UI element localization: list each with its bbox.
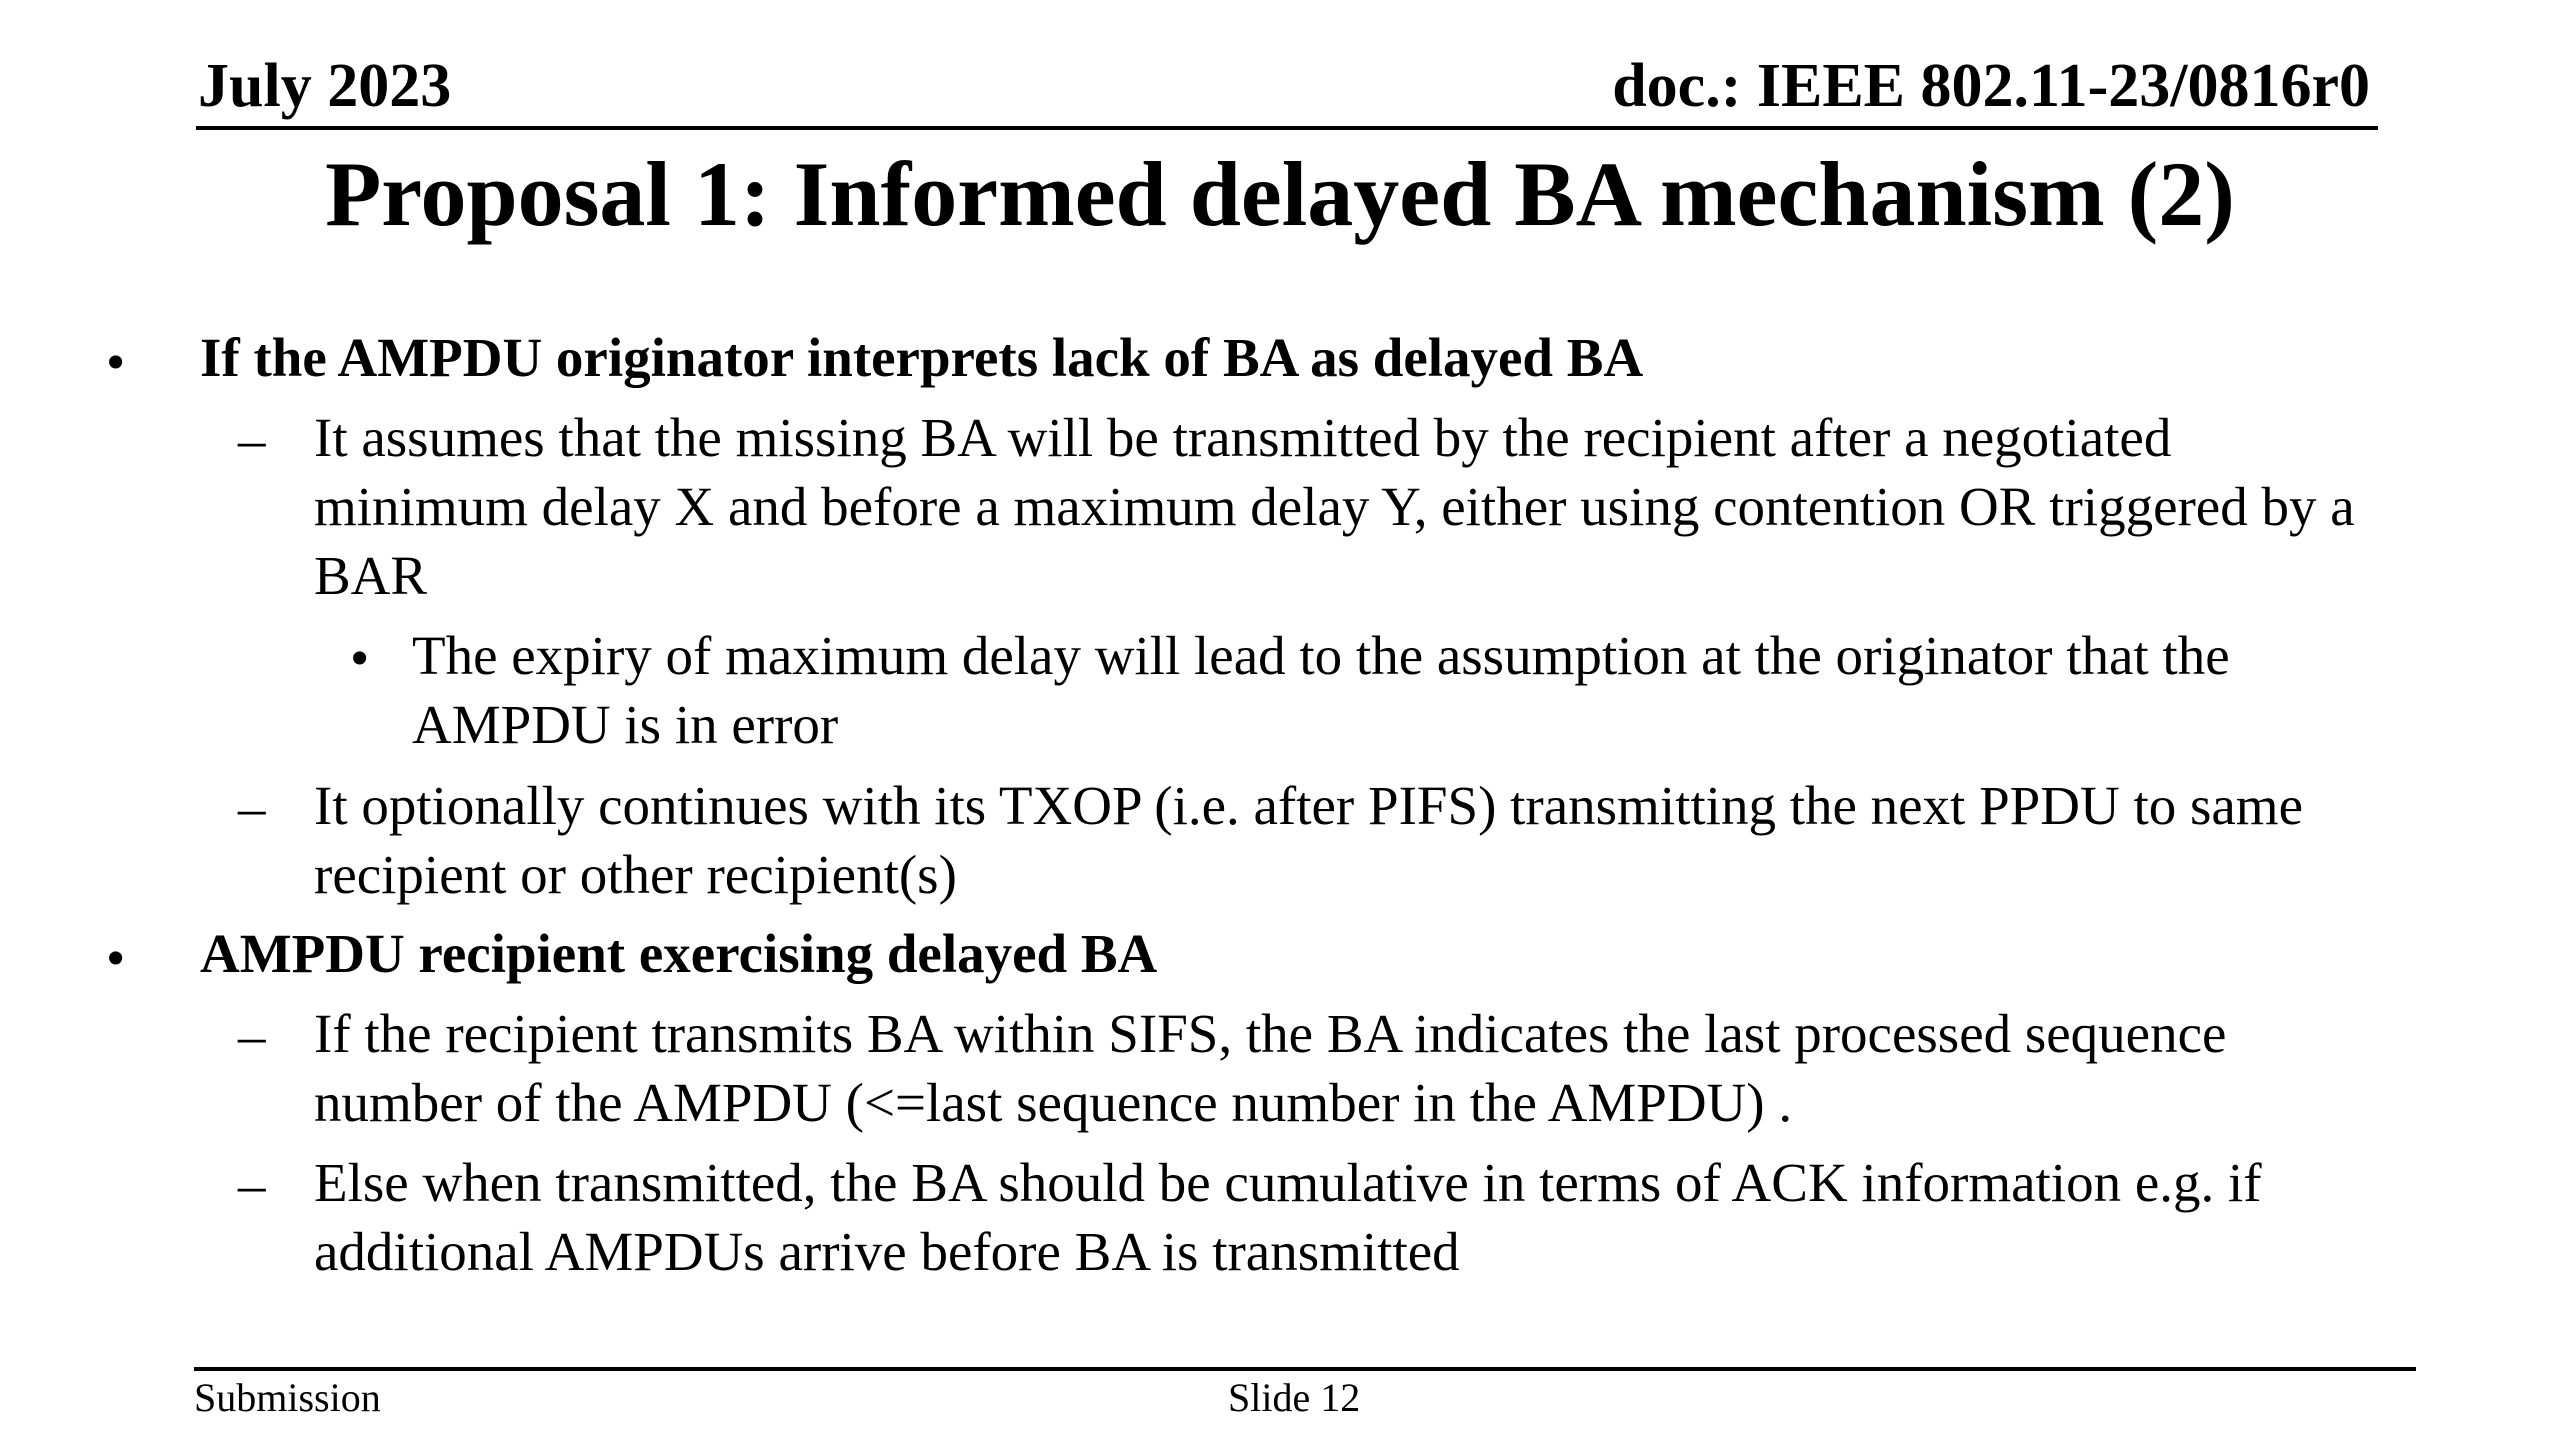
dash-marker: – bbox=[238, 777, 266, 838]
bullet-marker: • bbox=[106, 927, 126, 988]
bullet-marker: • bbox=[106, 331, 126, 392]
bullet-2-sub-1-line-2: number of the AMPDU (<=last sequence number in the AMPDU) . bbox=[314, 1072, 1793, 1133]
bullet-2-text: AMPDU recipient exercising delayed BA bbox=[200, 923, 1158, 984]
bullet-1-sub-2-line-2: recipient or other recipient(s) bbox=[314, 844, 957, 905]
footer-slide-number: Slide 12 bbox=[1228, 1375, 1361, 1420]
dash-marker: – bbox=[238, 409, 266, 470]
bullet-1-sub-1-line-3: BAR bbox=[314, 545, 428, 606]
bullet-1-sub-1-line-2: minimum delay X and before a maximum delay Y, either using contention OR triggered by a bbox=[314, 476, 2355, 537]
bullet-1-sub-2-line-1: It optionally continues with its TXOP (i.e. after PIFS) transmitting the next PPDU to same bbox=[314, 775, 2303, 836]
header-date: July 2023 bbox=[198, 52, 452, 120]
dash-marker: – bbox=[238, 1154, 266, 1215]
header-divider bbox=[196, 126, 2378, 130]
bullet-2-sub-2-line-2: additional AMPDUs arrive before BA is transmitted bbox=[314, 1221, 1460, 1282]
bullet-1-text: If the AMPDU originator interprets lack of BA as delayed BA bbox=[200, 327, 1644, 388]
dash-marker: – bbox=[238, 1005, 266, 1066]
header-doc-id: doc.: IEEE 802.11-23/0816r0 bbox=[1612, 52, 2370, 120]
bullet-1-subsub-line-1: The expiry of maximum delay will lead to the assumption at the originator that the bbox=[412, 625, 2230, 686]
bullet-2-sub-1-line-1: If the recipient transmits BA within SIFS, the BA indicates the last processed sequence bbox=[314, 1003, 2227, 1064]
bullet-1-sub-1-line-1: It assumes that the missing BA will be transmitted by the recipient after a negotiated bbox=[314, 407, 2172, 468]
footer-divider bbox=[194, 1367, 2416, 1371]
slide-title: Proposal 1: Informed delayed BA mechanism (2) bbox=[325, 143, 2235, 245]
footer-submission: Submission bbox=[194, 1375, 381, 1420]
bullet-1-subsub-line-2: AMPDU is in error bbox=[412, 694, 839, 755]
bullet-2-sub-2-line-1: Else when transmitted, the BA should be cumulative in terms of ACK information e.g. if bbox=[314, 1152, 2262, 1213]
bullet-marker-small: • bbox=[350, 627, 370, 688]
